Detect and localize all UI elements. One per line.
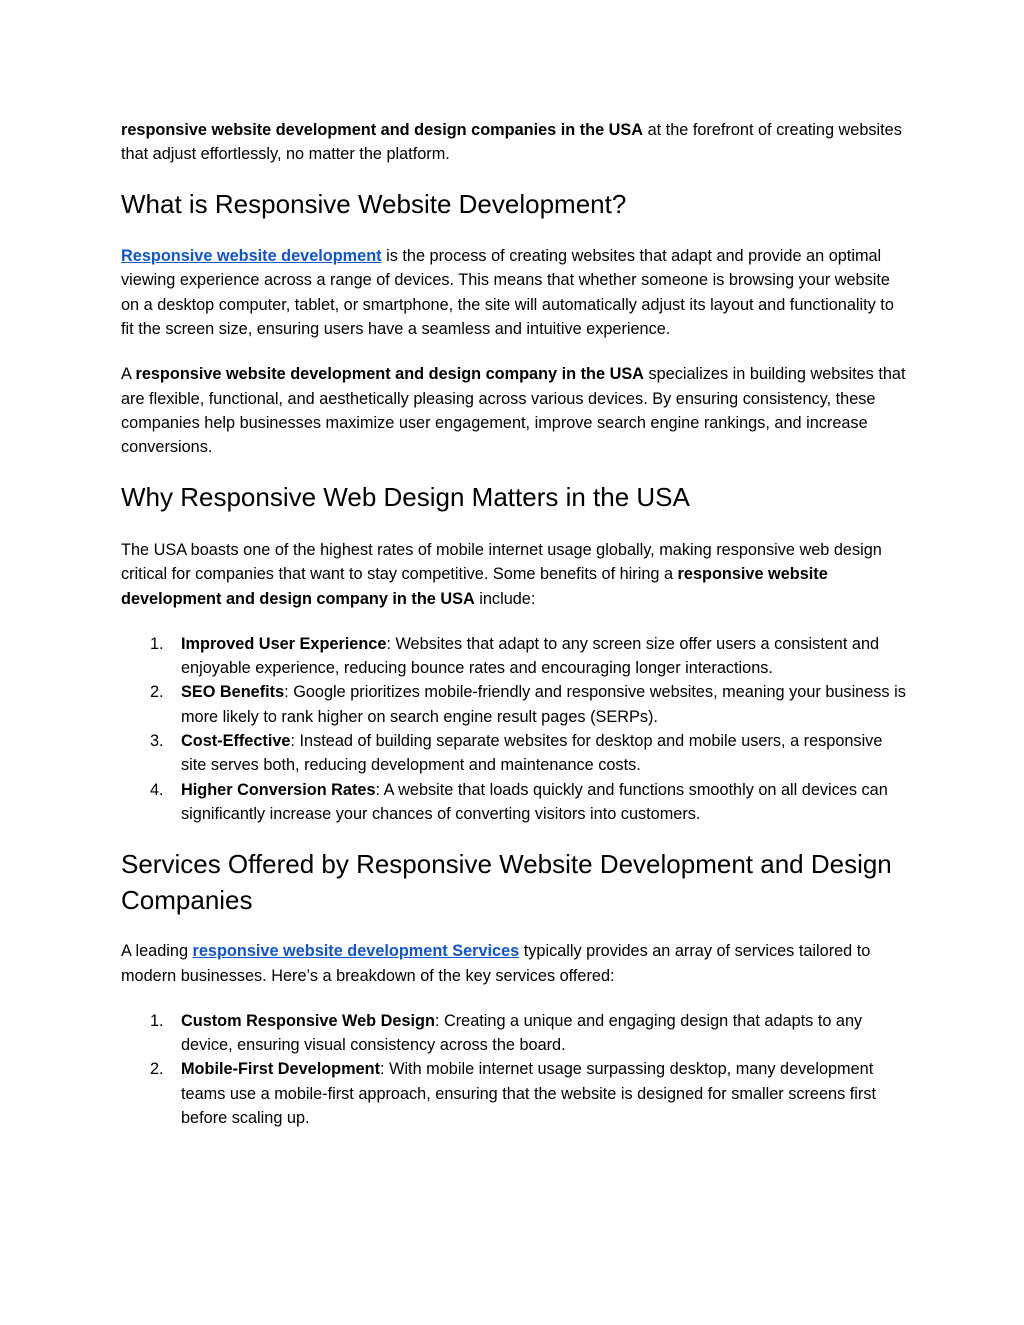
list-item-title: Improved User Experience — [181, 634, 387, 653]
list-item-number: 1. — [150, 634, 164, 653]
list-item-title: SEO Benefits — [181, 683, 285, 702]
services-list — [121, 1009, 911, 1130]
list-item-title: Cost-Effective — [181, 732, 291, 751]
heading-services-offered: Services Offered by Responsive Website Development and Design Companies — [121, 849, 892, 915]
list-item-text: : A website that loads quickly and functions smoothly on all devices can significantly increase your chances of converting visitors into customers. — [181, 780, 888, 823]
what-paragraph-2-text: specializes in building websites that are flexible, functional, and aesthetically pleasing across various devices. By ensuring consistency, these companies help businesses maximize user engagement, improve search engine rankings, and increase conversions. — [121, 365, 906, 457]
heading-what-is: What is Responsive Website Development? — [121, 188, 627, 219]
intro-paragraph — [121, 118, 911, 167]
list-item-text: : Creating a unique and engaging design that adapts to any device, ensuring visual consistency across the board. — [181, 1011, 863, 1055]
why-paragraph-rest: include: — [474, 589, 536, 608]
what-paragraph-1 — [121, 244, 911, 341]
list-item-title: Custom Responsive Web Design — [181, 1011, 435, 1030]
services-paragraph-text: typically provides an array of services tailored to modern businesses. Here’s a breakdown of the key services offered: — [121, 942, 871, 985]
list-item-number: 3. — [150, 732, 164, 751]
why-paragraph-text: The USA boasts one of the highest rates of mobile internet usage globally, making responsive web design critical for companies that want to stay competitive. Some benefits of hiring a — [121, 540, 882, 584]
services-paragraph — [121, 939, 911, 988]
why-paragraph-bold: responsive website development and design company in the USA — [121, 565, 828, 608]
what-paragraph-2-prefix: A — [121, 365, 136, 384]
list-item — [121, 680, 911, 729]
document-page — [121, 118, 911, 1130]
list-item — [121, 632, 911, 681]
list-item-title: Mobile-First Development — [181, 1060, 381, 1079]
what-paragraph-2 — [121, 362, 911, 459]
heading-why-matters: Why Responsive Web Design Matters in the USA — [121, 482, 690, 513]
list-item-text: : Instead of building separate websites for desktop and mobile users, a responsive site serves both, reducing development and maintenance costs. — [181, 732, 883, 775]
what-paragraph-2-bold: responsive website development and design company in the USA — [135, 365, 644, 384]
list-item — [121, 778, 911, 827]
what-paragraph-1-text: is the process of creating websites that adapt and provide an optimal viewing experience across a range of devices. This means that whether someone is browsing your website on a desktop computer, tablet, or smartphone, the site will automatically adjust its layout and functionality to fit the screen size, ensuring users have a seamless and intuitive experience. — [121, 247, 894, 338]
list-item — [121, 1057, 911, 1130]
responsive-website-development-services-link[interactable]: responsive website development Services — [192, 942, 520, 961]
list-item-number: 4. — [150, 780, 164, 799]
list-item — [121, 1009, 911, 1058]
services-paragraph-prefix: A leading — [121, 942, 193, 961]
list-item-number: 2. — [150, 683, 164, 702]
intro-bold-text: responsive website development and design companies in the USA — [121, 121, 644, 139]
list-item-text: : Websites that adapt to any screen size offer users a consistent and enjoyable experience, reducing bounce rates and encouraging longer interactions. — [181, 634, 880, 678]
list-item-title: Higher Conversion Rates — [181, 780, 376, 799]
list-item-number: 2. — [150, 1060, 164, 1079]
list-item-number: 1. — [150, 1011, 164, 1030]
benefits-list — [121, 632, 911, 826]
why-paragraph — [121, 538, 911, 611]
list-item-text: : Google prioritizes mobile-friendly and responsive websites, meaning your business is more likely to rank higher on search engine result pages (SERPs). — [181, 683, 906, 726]
intro-text: at the forefront of creating websites that adjust effortlessly, no matter the platform. — [121, 121, 902, 164]
list-item — [121, 729, 911, 778]
list-item-text: : With mobile internet usage surpassing desktop, many development teams use a mobile-first approach, ensuring that the website is designed for smaller screens first before scaling up. — [181, 1060, 876, 1128]
responsive-website-development-link[interactable]: Responsive website development — [121, 247, 382, 266]
